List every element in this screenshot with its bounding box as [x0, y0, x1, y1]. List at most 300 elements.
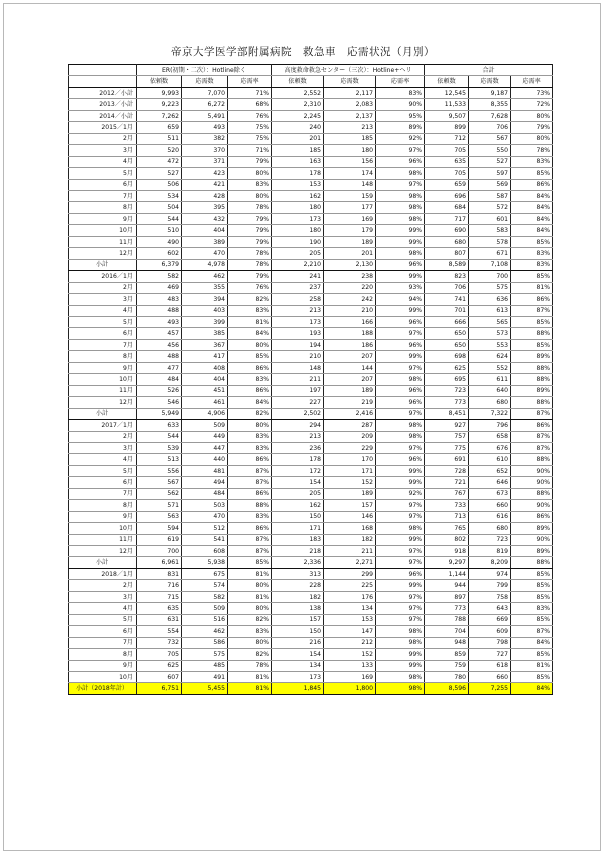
group-header-critical-care: 高度救命救急センター（三次）：Hotline+ヘリ [272, 65, 425, 76]
col-header-requests: 依頼数 [425, 76, 469, 87]
cc-rate-cell: 99% [376, 236, 425, 247]
row-label: 2015／1月 [69, 122, 137, 133]
er-rate-cell: 78% [228, 202, 272, 213]
er-accepted-cell: 389 [182, 236, 228, 247]
cc-accepted-cell: 189 [324, 385, 376, 396]
cc-rate-cell: 96% [376, 385, 425, 396]
cc-rate-cell: 99% [376, 225, 425, 236]
cc-requests-cell: 134 [272, 660, 324, 671]
total-requests-cell: 705 [425, 168, 469, 179]
cc-accepted-cell: 2,130 [324, 259, 376, 270]
cc-accepted-cell: 186 [324, 339, 376, 350]
er-rate-cell: 80% [228, 339, 272, 350]
total-requests-cell: 690 [425, 225, 469, 236]
col-header-accepted: 応需数 [182, 76, 228, 87]
table-row [69, 282, 553, 293]
cc-rate-cell: 99% [376, 271, 425, 282]
cc-rate-cell: 98% [376, 672, 425, 683]
er-requests-cell: 527 [137, 168, 182, 179]
table-row [69, 305, 553, 316]
er-requests-cell: 635 [137, 603, 182, 614]
row-label: 5月 [69, 614, 137, 625]
total-rate-cell: 87% [511, 305, 553, 316]
total-requests-cell: 11,533 [425, 99, 469, 110]
table-row [69, 248, 553, 259]
total-rate-cell: 88% [511, 454, 553, 465]
er-rate-cell: 81% [228, 683, 272, 694]
cc-rate-cell: 97% [376, 614, 425, 625]
cc-rate-cell: 97% [376, 546, 425, 557]
row-label: 4月 [69, 305, 137, 316]
cc-rate-cell: 98% [376, 374, 425, 385]
cc-rate-cell: 94% [376, 294, 425, 305]
er-requests-cell: 456 [137, 339, 182, 350]
total-requests-cell: 650 [425, 328, 469, 339]
total-rate-cell: 89% [511, 385, 553, 396]
er-accepted-cell: 355 [182, 282, 228, 293]
total-accepted-cell: 660 [469, 672, 511, 683]
total-accepted-cell: 700 [469, 271, 511, 282]
er-requests-cell: 563 [137, 511, 182, 522]
cc-accepted-cell: 185 [324, 133, 376, 144]
row-label: 2018／1月 [69, 568, 137, 579]
er-requests-cell: 490 [137, 236, 182, 247]
cc-accepted-cell: 174 [324, 168, 376, 179]
table-row [69, 351, 553, 362]
er-accepted-cell: 423 [182, 168, 228, 179]
row-label: 小計 [69, 408, 137, 419]
table-row [69, 294, 553, 305]
er-rate-cell: 87% [228, 546, 272, 557]
er-requests-cell: 546 [137, 397, 182, 408]
total-accepted-cell: 798 [469, 637, 511, 648]
total-rate-cell: 89% [511, 351, 553, 362]
table-row [69, 465, 553, 476]
cc-accepted-cell: 159 [324, 190, 376, 201]
cc-requests-cell: 2,310 [272, 99, 324, 110]
cc-requests-cell: 154 [272, 477, 324, 488]
total-accepted-cell: 613 [469, 305, 511, 316]
cc-requests-cell: 218 [272, 546, 324, 557]
total-accepted-cell: 676 [469, 442, 511, 453]
row-label: 3月 [69, 294, 137, 305]
er-accepted-cell: 491 [182, 672, 228, 683]
er-accepted-cell: 470 [182, 248, 228, 259]
cc-accepted-cell: 176 [324, 591, 376, 602]
er-requests-cell: 510 [137, 225, 182, 236]
er-rate-cell: 78% [228, 248, 272, 259]
row-label: 2017／1月 [69, 420, 137, 431]
row-label: 3月 [69, 145, 137, 156]
er-accepted-cell: 399 [182, 316, 228, 327]
er-requests-cell: 511 [137, 133, 182, 144]
total-requests-cell: 899 [425, 122, 469, 133]
er-rate-cell: 81% [228, 568, 272, 579]
er-accepted-cell: 440 [182, 454, 228, 465]
table-row [69, 534, 553, 545]
total-rate-cell: 85% [511, 614, 553, 625]
cc-requests-cell: 236 [272, 442, 324, 453]
table-row [69, 568, 553, 579]
er-rate-cell: 80% [228, 580, 272, 591]
cc-requests-cell: 171 [272, 523, 324, 534]
total-rate-cell: 90% [511, 465, 553, 476]
total-rate-cell: 72% [511, 99, 553, 110]
total-rate-cell: 90% [511, 534, 553, 545]
er-rate-cell: 71% [228, 87, 272, 98]
total-requests-cell: 712 [425, 133, 469, 144]
table-row [69, 511, 553, 522]
er-requests-cell: 534 [137, 190, 182, 201]
total-rate-cell: 88% [511, 557, 553, 568]
cc-accepted-cell: 134 [324, 603, 376, 614]
total-accepted-cell: 624 [469, 351, 511, 362]
cc-rate-cell: 97% [376, 500, 425, 511]
total-requests-cell: 8,589 [425, 259, 469, 270]
er-rate-cell: 85% [228, 351, 272, 362]
total-requests-cell: 723 [425, 385, 469, 396]
row-label: 2月 [69, 431, 137, 442]
cc-rate-cell: 99% [376, 477, 425, 488]
table-row [69, 420, 553, 431]
cc-accepted-cell: 213 [324, 122, 376, 133]
row-label: 小計（2018年計） [69, 683, 137, 694]
er-accepted-cell: 404 [182, 374, 228, 385]
total-requests-cell: 897 [425, 591, 469, 602]
cc-requests-cell: 258 [272, 294, 324, 305]
cc-rate-cell: 97% [376, 603, 425, 614]
er-accepted-cell: 4,978 [182, 259, 228, 270]
er-rate-cell: 85% [228, 557, 272, 568]
cc-requests-cell: 213 [272, 305, 324, 316]
er-accepted-cell: 394 [182, 294, 228, 305]
er-accepted-cell: 408 [182, 362, 228, 373]
cc-rate-cell: 97% [376, 557, 425, 568]
er-requests-cell: 554 [137, 626, 182, 637]
cc-requests-cell: 173 [272, 213, 324, 224]
er-rate-cell: 79% [228, 271, 272, 282]
table-row [69, 328, 553, 339]
cc-requests-cell: 205 [272, 248, 324, 259]
er-accepted-cell: 367 [182, 339, 228, 350]
cc-accepted-cell: 225 [324, 580, 376, 591]
total-rate-cell: 84% [511, 190, 553, 201]
total-rate-cell: 87% [511, 626, 553, 637]
row-label: 2014／小計 [69, 110, 137, 121]
group-header-row [69, 65, 553, 76]
table-row [69, 362, 553, 373]
row-label: 2012／小計 [69, 87, 137, 98]
table-row [69, 225, 553, 236]
er-rate-cell: 80% [228, 603, 272, 614]
row-label: 4月 [69, 454, 137, 465]
cc-requests-cell: 240 [272, 122, 324, 133]
cc-rate-cell: 99% [376, 351, 425, 362]
cc-rate-cell: 97% [376, 442, 425, 453]
cc-rate-cell: 97% [376, 179, 425, 190]
total-accepted-cell: 643 [469, 603, 511, 614]
cc-accepted-cell: 157 [324, 500, 376, 511]
total-rate-cell: 85% [511, 672, 553, 683]
er-rate-cell: 78% [228, 660, 272, 671]
total-rate-cell: 84% [511, 225, 553, 236]
er-rate-cell: 79% [228, 213, 272, 224]
total-accepted-cell: 652 [469, 465, 511, 476]
cc-rate-cell: 98% [376, 202, 425, 213]
total-rate-cell: 85% [511, 591, 553, 602]
cc-rate-cell: 93% [376, 282, 425, 293]
row-label: 7月 [69, 190, 137, 201]
table-row [69, 637, 553, 648]
total-accepted-cell: 616 [469, 511, 511, 522]
cc-accepted-cell: 207 [324, 351, 376, 362]
row-label: 5月 [69, 168, 137, 179]
er-requests-cell: 488 [137, 305, 182, 316]
total-rate-cell: 83% [511, 259, 553, 270]
total-rate-cell: 88% [511, 397, 553, 408]
er-requests-cell: 582 [137, 271, 182, 282]
cc-rate-cell: 98% [376, 626, 425, 637]
cc-requests-cell: 213 [272, 431, 324, 442]
er-requests-cell: 716 [137, 580, 182, 591]
cc-requests-cell: 173 [272, 316, 324, 327]
total-rate-cell: 84% [511, 213, 553, 224]
total-rate-cell: 88% [511, 328, 553, 339]
er-accepted-cell: 5,938 [182, 557, 228, 568]
er-requests-cell: 493 [137, 316, 182, 327]
cc-requests-cell: 211 [272, 374, 324, 385]
total-rate-cell: 79% [511, 122, 553, 133]
cc-accepted-cell: 219 [324, 397, 376, 408]
total-accepted-cell: 673 [469, 488, 511, 499]
total-requests-cell: 8,596 [425, 683, 469, 694]
total-requests-cell: 767 [425, 488, 469, 499]
cc-accepted-cell: 144 [324, 362, 376, 373]
table-row [69, 442, 553, 453]
cc-accepted-cell: 210 [324, 305, 376, 316]
total-requests-cell: 695 [425, 374, 469, 385]
table-row [69, 122, 553, 133]
cc-accepted-cell: 189 [324, 236, 376, 247]
cc-requests-cell: 201 [272, 133, 324, 144]
row-label: 4月 [69, 603, 137, 614]
cc-requests-cell: 194 [272, 339, 324, 350]
er-requests-cell: 567 [137, 477, 182, 488]
er-rate-cell: 83% [228, 442, 272, 453]
total-requests-cell: 659 [425, 179, 469, 190]
total-rate-cell: 90% [511, 500, 553, 511]
er-accepted-cell: 462 [182, 271, 228, 282]
total-requests-cell: 12,545 [425, 87, 469, 98]
total-requests-cell: 728 [425, 465, 469, 476]
total-requests-cell: 765 [425, 523, 469, 534]
cc-requests-cell: 178 [272, 168, 324, 179]
total-accepted-cell: 583 [469, 225, 511, 236]
cc-requests-cell: 227 [272, 397, 324, 408]
cc-rate-cell: 98% [376, 431, 425, 442]
total-requests-cell: 650 [425, 339, 469, 350]
table-row [69, 316, 553, 327]
cc-requests-cell: 138 [272, 603, 324, 614]
cc-requests-cell: 2,552 [272, 87, 324, 98]
er-accepted-cell: 575 [182, 649, 228, 660]
total-rate-cell: 84% [511, 202, 553, 213]
total-rate-cell: 87% [511, 442, 553, 453]
er-requests-cell: 594 [137, 523, 182, 534]
total-rate-cell: 87% [511, 408, 553, 419]
er-accepted-cell: 385 [182, 328, 228, 339]
total-rate-cell: 85% [511, 568, 553, 579]
er-requests-cell: 631 [137, 614, 182, 625]
table-row [69, 454, 553, 465]
group-header-er: ER(初期・二次）：Hotline除く [137, 65, 272, 76]
er-requests-cell: 513 [137, 454, 182, 465]
table-row [69, 110, 553, 121]
total-requests-cell: 773 [425, 397, 469, 408]
total-requests-cell: 802 [425, 534, 469, 545]
er-requests-cell: 9,993 [137, 87, 182, 98]
er-accepted-cell: 7,070 [182, 87, 228, 98]
er-rate-cell: 87% [228, 534, 272, 545]
row-label: 2016／1月 [69, 271, 137, 282]
total-requests-cell: 696 [425, 190, 469, 201]
total-accepted-cell: 974 [469, 568, 511, 579]
page-title: 帝京大学医学部附属病院 救急車 応需状況（月別） [171, 46, 435, 58]
er-requests-cell: 520 [137, 145, 182, 156]
cc-accepted-cell: 153 [324, 614, 376, 625]
total-accepted-cell: 680 [469, 523, 511, 534]
row-label: 8月 [69, 351, 137, 362]
cc-requests-cell: 2,336 [272, 557, 324, 568]
cc-accepted-cell: 207 [324, 374, 376, 385]
table-row [69, 133, 553, 144]
er-accepted-cell: 509 [182, 603, 228, 614]
cc-accepted-cell: 209 [324, 431, 376, 442]
table-row [69, 626, 553, 637]
total-rate-cell: 86% [511, 420, 553, 431]
group-header-total: 合計 [425, 65, 553, 76]
er-requests-cell: 6,961 [137, 557, 182, 568]
total-requests-cell: 684 [425, 202, 469, 213]
cc-requests-cell: 180 [272, 225, 324, 236]
response-table [68, 64, 553, 695]
er-accepted-cell: 461 [182, 397, 228, 408]
cc-accepted-cell: 287 [324, 420, 376, 431]
er-rate-cell: 71% [228, 145, 272, 156]
col-header-rate: 応需率 [228, 76, 272, 87]
er-requests-cell: 7,262 [137, 110, 182, 121]
cc-requests-cell: 150 [272, 511, 324, 522]
total-rate-cell: 88% [511, 374, 553, 385]
er-rate-cell: 80% [228, 420, 272, 431]
er-rate-cell: 83% [228, 431, 272, 442]
cc-rate-cell: 97% [376, 591, 425, 602]
total-requests-cell: 757 [425, 431, 469, 442]
er-accepted-cell: 516 [182, 614, 228, 625]
cc-requests-cell: 193 [272, 328, 324, 339]
total-rate-cell: 78% [511, 145, 553, 156]
total-requests-cell: 788 [425, 614, 469, 625]
total-rate-cell: 81% [511, 282, 553, 293]
er-requests-cell: 562 [137, 488, 182, 499]
cc-rate-cell: 98% [376, 248, 425, 259]
er-requests-cell: 544 [137, 213, 182, 224]
er-requests-cell: 477 [137, 362, 182, 373]
table-row [69, 385, 553, 396]
cc-accepted-cell: 146 [324, 511, 376, 522]
total-rate-cell: 85% [511, 649, 553, 660]
cc-requests-cell: 185 [272, 145, 324, 156]
total-requests-cell: 666 [425, 316, 469, 327]
er-rate-cell: 76% [228, 282, 272, 293]
er-accepted-cell: 509 [182, 420, 228, 431]
cc-requests-cell: 180 [272, 202, 324, 213]
cc-accepted-cell: 133 [324, 660, 376, 671]
table-row [69, 374, 553, 385]
table-row [69, 649, 553, 660]
er-accepted-cell: 675 [182, 568, 228, 579]
total-accepted-cell: 578 [469, 236, 511, 247]
cc-requests-cell: 294 [272, 420, 324, 431]
cc-accepted-cell: 148 [324, 179, 376, 190]
cc-requests-cell: 241 [272, 271, 324, 282]
cc-accepted-cell: 152 [324, 477, 376, 488]
cc-accepted-cell: 170 [324, 454, 376, 465]
cc-accepted-cell: 229 [324, 442, 376, 453]
er-requests-cell: 556 [137, 465, 182, 476]
total-accepted-cell: 8,209 [469, 557, 511, 568]
total-accepted-cell: 7,108 [469, 259, 511, 270]
er-accepted-cell: 481 [182, 465, 228, 476]
total-requests-cell: 773 [425, 603, 469, 614]
row-label: 9月 [69, 660, 137, 671]
cc-accepted-cell: 180 [324, 145, 376, 156]
total-accepted-cell: 727 [469, 649, 511, 660]
total-requests-cell: 780 [425, 672, 469, 683]
cc-requests-cell: 313 [272, 568, 324, 579]
er-requests-cell: 831 [137, 568, 182, 579]
cc-accepted-cell: 2,271 [324, 557, 376, 568]
col-header-requests: 依頼数 [272, 76, 324, 87]
er-accepted-cell: 403 [182, 305, 228, 316]
er-requests-cell: 506 [137, 179, 182, 190]
cc-rate-cell: 83% [376, 87, 425, 98]
cc-accepted-cell: 182 [324, 534, 376, 545]
er-accepted-cell: 484 [182, 488, 228, 499]
er-requests-cell: 9,223 [137, 99, 182, 110]
cc-rate-cell: 96% [376, 568, 425, 579]
table-row [69, 168, 553, 179]
cc-accepted-cell: 152 [324, 649, 376, 660]
cc-accepted-cell: 299 [324, 568, 376, 579]
cc-requests-cell: 153 [272, 179, 324, 190]
total-accepted-cell: 669 [469, 614, 511, 625]
table-row [69, 190, 553, 201]
er-accepted-cell: 582 [182, 591, 228, 602]
cc-requests-cell: 237 [272, 282, 324, 293]
cc-rate-cell: 97% [376, 408, 425, 419]
table-row [69, 546, 553, 557]
total-accepted-cell: 671 [469, 248, 511, 259]
total-requests-cell: 944 [425, 580, 469, 591]
er-requests-cell: 607 [137, 672, 182, 683]
total-accepted-cell: 796 [469, 420, 511, 431]
total-accepted-cell: 565 [469, 316, 511, 327]
er-rate-cell: 82% [228, 614, 272, 625]
total-rate-cell: 85% [511, 580, 553, 591]
cc-accepted-cell: 188 [324, 328, 376, 339]
er-requests-cell: 5,949 [137, 408, 182, 419]
